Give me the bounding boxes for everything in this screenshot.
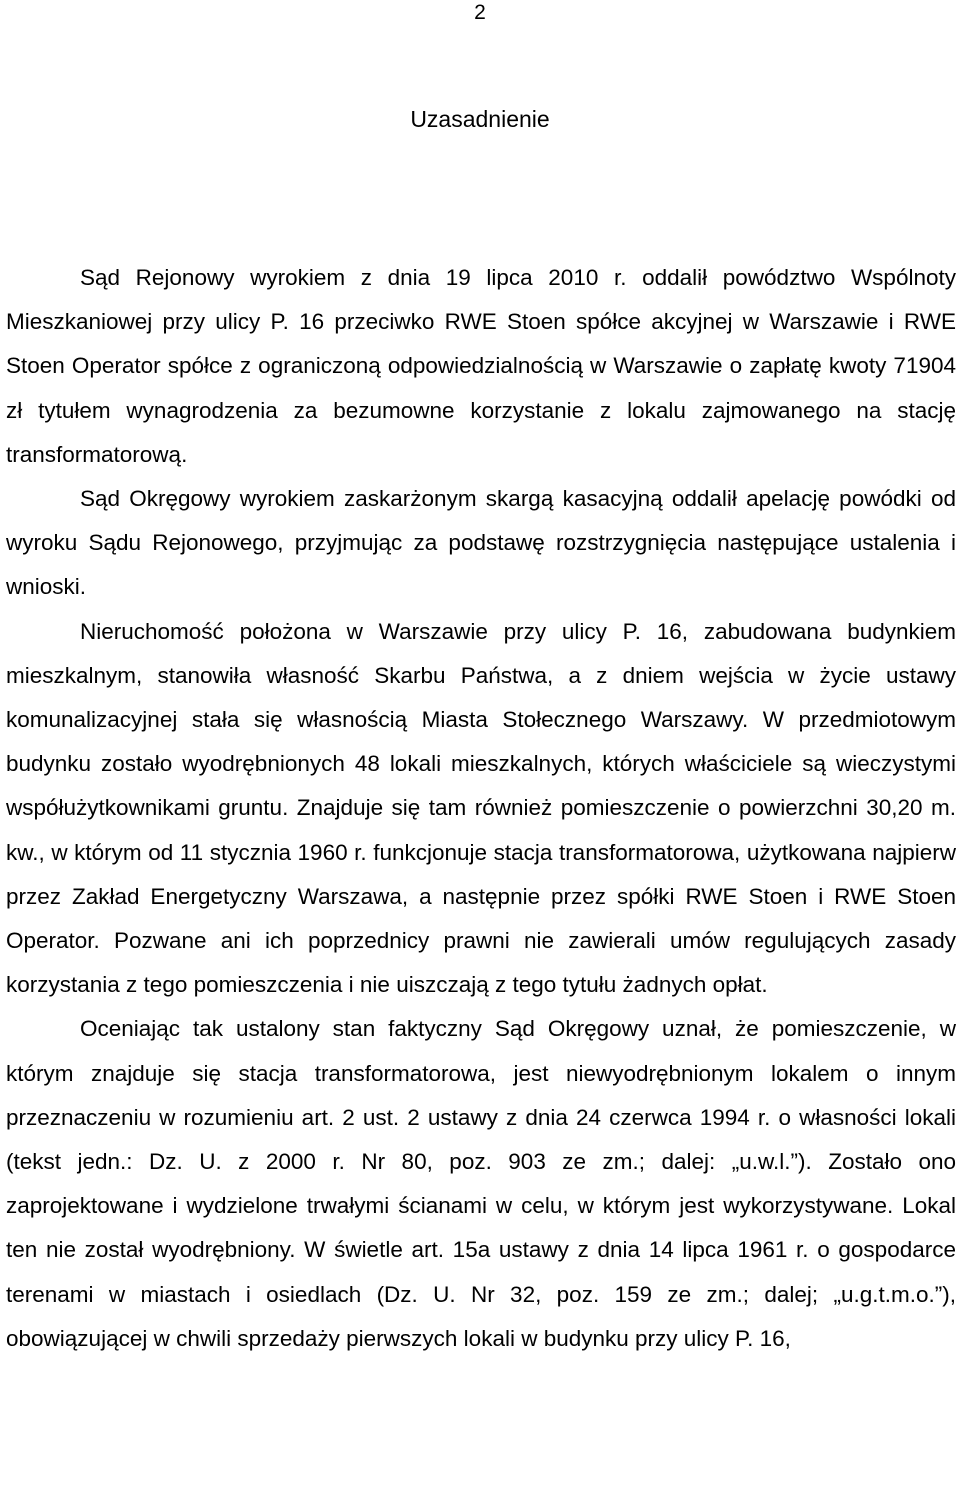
paragraph-3: Nieruchomość położona w Warszawie przy ulicy P. 16, zabudowana budynkiem mieszkalnym, stanowiła własność Skarbu Państwa, a z dniem wejścia w życie ustawy komunalizacyjnej stała się własnością Miasta Stołecznego Warszawy. W przedmiotowym budynku zostało wyodrębnionych 48 lokali mieszkalnych, których właściciele są wieczystymi współużytkownikami gruntu. Znajduje się tam również pomieszczenie o powierzchni 30,20 m. kw., w którym od 11 stycznia 1960 r. funkcjonuje stacja transformatorowa, użytkowana najpierw przez Zakład Energetyczny Warszawa, a następnie przez spółki RWE Stoen i RWE Stoen Operator. Pozwane ani ich poprzednicy prawni nie zawierali umów regulujących zasady korzystania z tego pomieszczenia i nie uiszczają z tego tytułu żadnych opłat. [6, 618, 956, 998]
paragraph-2: Sąd Okręgowy wyrokiem zaskarżonym skargą kasacyjną oddalił apelację powódki od wyroku Sądu Rejonowego, przyjmując za podstawę rozstrzygnięcia następujące ustalenia i wnioski. [6, 486, 956, 600]
page-number: 2 [474, 1, 486, 24]
document-body [6, 256, 956, 1361]
paragraph-4: Oceniając tak ustalony stan faktyczny Sąd Okręgowy uznał, że pomieszczenie, w którym znajduje się stacja transformatorowa, jest niewyodrębnionym lokalem o innym przeznaczeniu w rozumieniu art. 2 ust. 2 ustawy z dnia 24 czerwca 1994 r. o własności lokali (tekst jedn.: Dz. U. z 2000 r. Nr 80, poz. 903 ze zm.; dalej: „u.w.l.”). Zostało ono zaprojektowane i wydzielone trwałymi ścianami w celu, w którym jest wykorzystywane. Lokal ten nie został wyodrębniony. W świetle art. 15a ustawy z dnia 14 lipca 1961 r. o gospodarce terenami w miastach i osiedlach (Dz. U. Nr 32, poz. 159 ze zm.; dalej; „u.g.t.m.o.”), obowiązującej w chwili sprzedaży pierwszych lokali w budynku przy ulicy P. 16, [6, 1016, 956, 1351]
paragraph-1: Sąd Rejonowy wyrokiem z dnia 19 lipca 2010 r. oddalił powództwo Wspólnoty Mieszkaniowej przy ulicy P. 16 przeciwko RWE Stoen spółce akcyjnej w Warszawie i RWE Stoen Operator spółce z ograniczoną odpowiedzialnością w Warszawie o zapłatę kwoty 71904 zł tytułem wynagrodzenia za bezumowne korzystanie z lokalu zajmowanego na stację transformatorową. [6, 265, 956, 467]
document-title: Uzasadnienie [410, 106, 550, 132]
